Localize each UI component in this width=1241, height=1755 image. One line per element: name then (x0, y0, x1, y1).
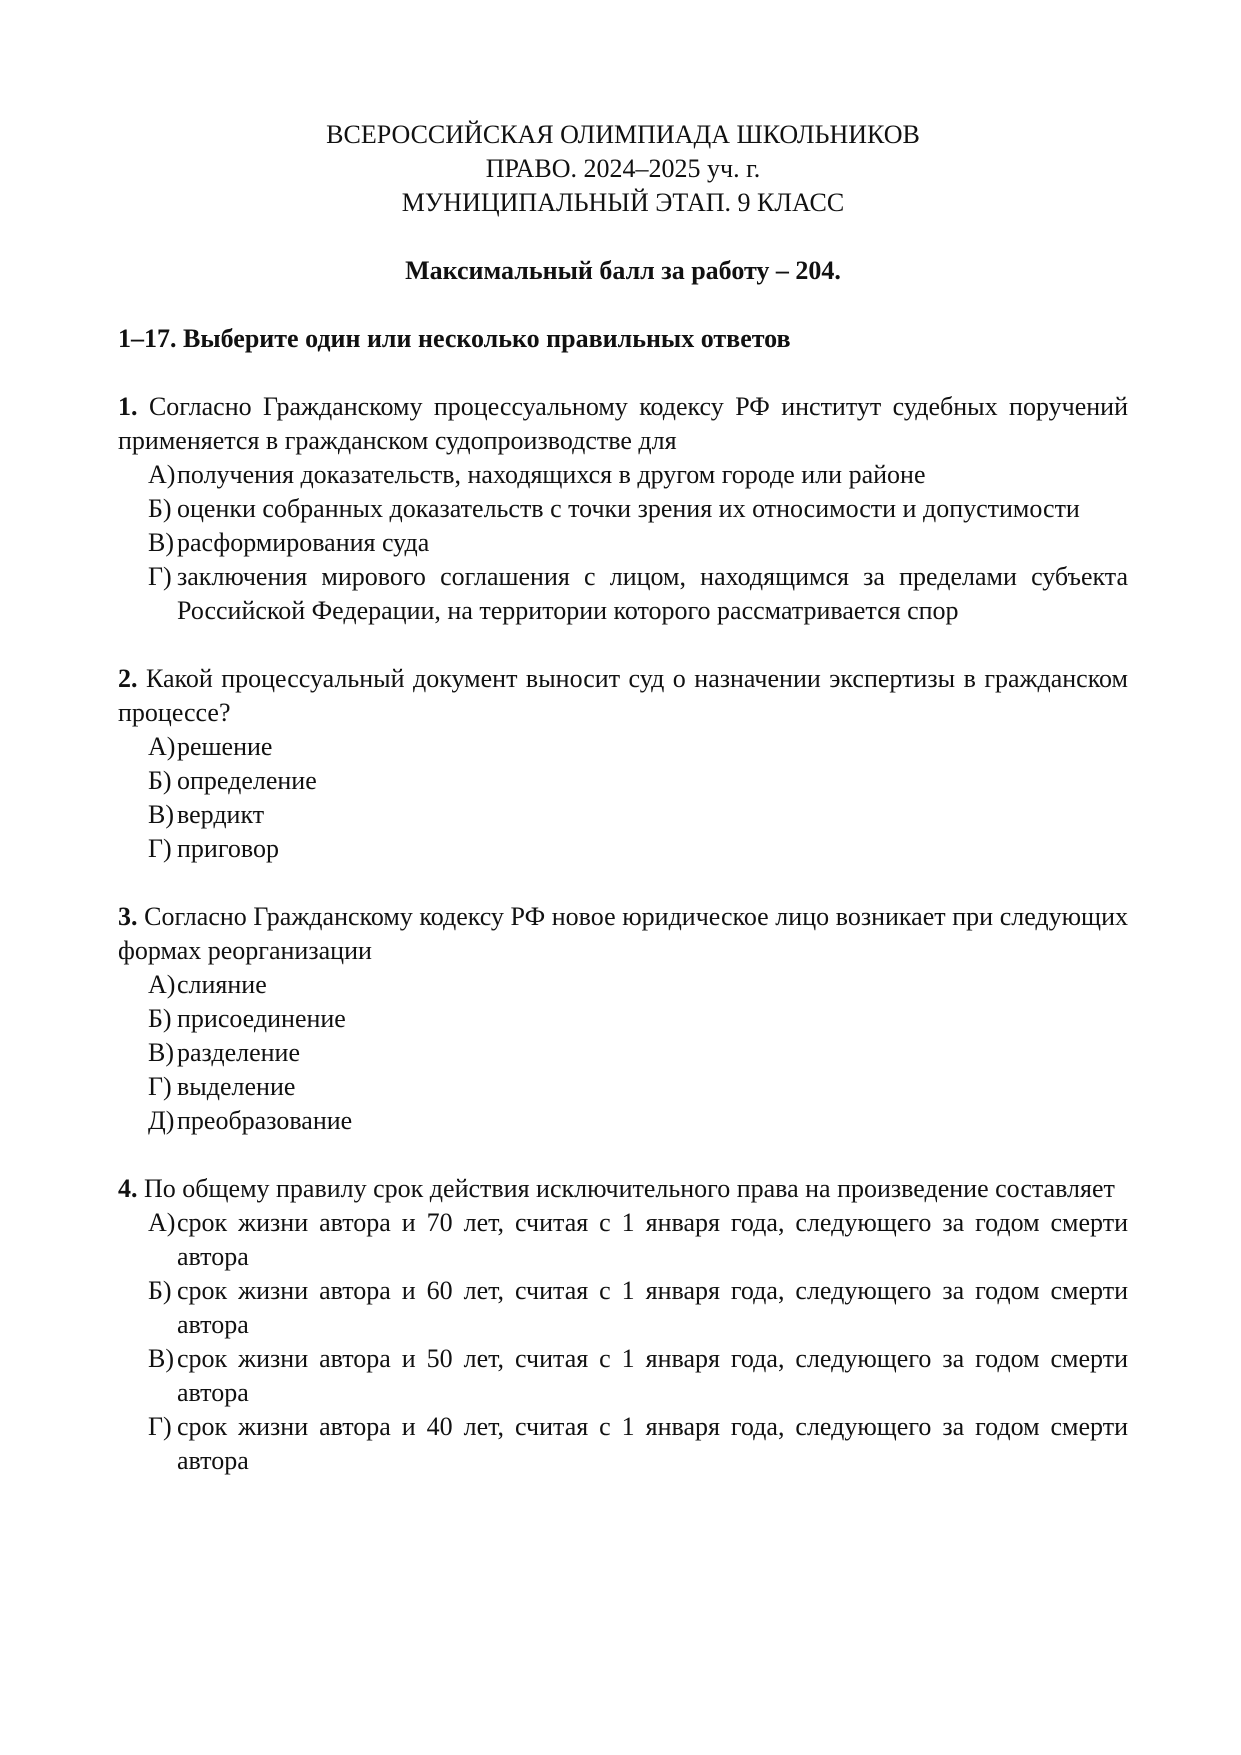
option-letter: В) (148, 800, 174, 829)
section-title: 1–17. Выберите один или несколько правильных ответов (118, 324, 791, 353)
answer-option (148, 1002, 1128, 1036)
answer-options (118, 1206, 1128, 1478)
question-number: 3. (118, 902, 138, 931)
option-text: вердикт (177, 800, 265, 829)
option-letter: Г) (148, 1412, 172, 1441)
option-letter: А) (148, 460, 176, 489)
option-text: слияние (177, 970, 267, 999)
option-text: заключения мирового соглашения с лицом, находящимся за пределами субъекта Российской Федерации, на территории которого рассматривается спор (177, 562, 1128, 625)
option-letter: А) (148, 732, 176, 761)
question-1 (118, 390, 1128, 628)
answer-option (148, 1104, 1128, 1138)
option-letter: В) (148, 528, 174, 557)
stage-grade: МУНИЦИПАЛЬНЫЙ ЭТАП. 9 КЛАСС (401, 188, 845, 217)
answer-options (118, 730, 1128, 866)
question-number: 1. (118, 392, 138, 421)
option-text: срок жизни автора и 40 лет, считая с 1 января года, следующего за годом смерти автора (177, 1412, 1128, 1475)
option-text: преобразование (177, 1106, 353, 1135)
answer-option (148, 968, 1128, 1002)
question-number: 4. (118, 1174, 138, 1203)
subject-year: ПРАВО. 2024–2025 уч. г. (485, 154, 761, 183)
option-letter: Б) (148, 766, 172, 795)
option-letter: Г) (148, 1072, 172, 1101)
question-stem (118, 662, 1128, 730)
max-score: Максимальный балл за работу – 204. (405, 256, 841, 285)
question-stem (118, 900, 1128, 968)
question-2 (118, 662, 1128, 866)
question-4 (118, 1172, 1128, 1478)
answer-option (148, 730, 1128, 764)
option-letter: А) (148, 1208, 176, 1237)
option-text: присоединение (177, 1004, 346, 1033)
answer-options (118, 968, 1128, 1138)
option-text: срок жизни автора и 60 лет, считая с 1 января года, следующего за годом смерти автора (177, 1276, 1128, 1339)
question-list (118, 390, 1128, 1478)
option-letter: В) (148, 1344, 174, 1373)
answer-option (148, 798, 1128, 832)
answer-option (148, 492, 1128, 526)
question-3 (118, 900, 1128, 1138)
question-text: Согласно Гражданскому кодексу РФ новое юридическое лицо возникает при следующих формах реорганизации (118, 902, 1128, 965)
question-text: По общему правилу срок действия исключительного права на произведение составляет (144, 1174, 1115, 1203)
answer-option (148, 1036, 1128, 1070)
option-letter: Г) (148, 562, 172, 591)
option-letter: А) (148, 970, 176, 999)
option-letter: Б) (148, 1276, 172, 1305)
answer-option (148, 832, 1128, 866)
answer-option (148, 526, 1128, 560)
option-text: разделение (177, 1038, 300, 1067)
answer-option (148, 458, 1128, 492)
option-text: оценки собранных доказательств с точки зрения их относимости и допустимости (177, 494, 1080, 523)
question-text: Согласно Гражданскому процессуальному кодексу РФ институт судебных поручений применяется в гражданском судопроизводстве для (118, 392, 1128, 455)
option-text: срок жизни автора и 50 лет, считая с 1 января года, следующего за годом смерти автора (177, 1344, 1128, 1407)
option-letter: Д) (148, 1106, 175, 1135)
answer-option (148, 1410, 1128, 1478)
document-header (118, 118, 1128, 220)
option-text: срок жизни автора и 70 лет, считая с 1 января года, следующего за годом смерти автора (177, 1208, 1128, 1271)
question-number: 2. (118, 664, 138, 693)
option-text: выделение (177, 1072, 296, 1101)
question-stem (118, 1172, 1128, 1206)
answer-option (148, 764, 1128, 798)
answer-option (148, 1274, 1128, 1342)
answer-option (148, 1070, 1128, 1104)
answer-option (148, 1206, 1128, 1274)
option-text: решение (177, 732, 273, 761)
olympiad-title: ВСЕРОССИЙСКАЯ ОЛИМПИАДА ШКОЛЬНИКОВ (326, 120, 920, 149)
option-text: приговор (177, 834, 279, 863)
option-text: определение (177, 766, 317, 795)
answer-option (148, 560, 1128, 628)
option-letter: В) (148, 1038, 174, 1067)
answer-options (118, 458, 1128, 628)
option-letter: Б) (148, 494, 172, 523)
option-text: получения доказательств, находящихся в другом городе или районе (177, 460, 926, 489)
document-content (118, 118, 1128, 1478)
question-stem (118, 390, 1128, 458)
option-text: расформирования суда (177, 528, 430, 557)
option-letter: Г) (148, 834, 172, 863)
question-text: Какой процессуальный документ выносит суд о назначении экспертизы в гражданском процессе? (118, 664, 1128, 727)
answer-option (148, 1342, 1128, 1410)
option-letter: Б) (148, 1004, 172, 1033)
